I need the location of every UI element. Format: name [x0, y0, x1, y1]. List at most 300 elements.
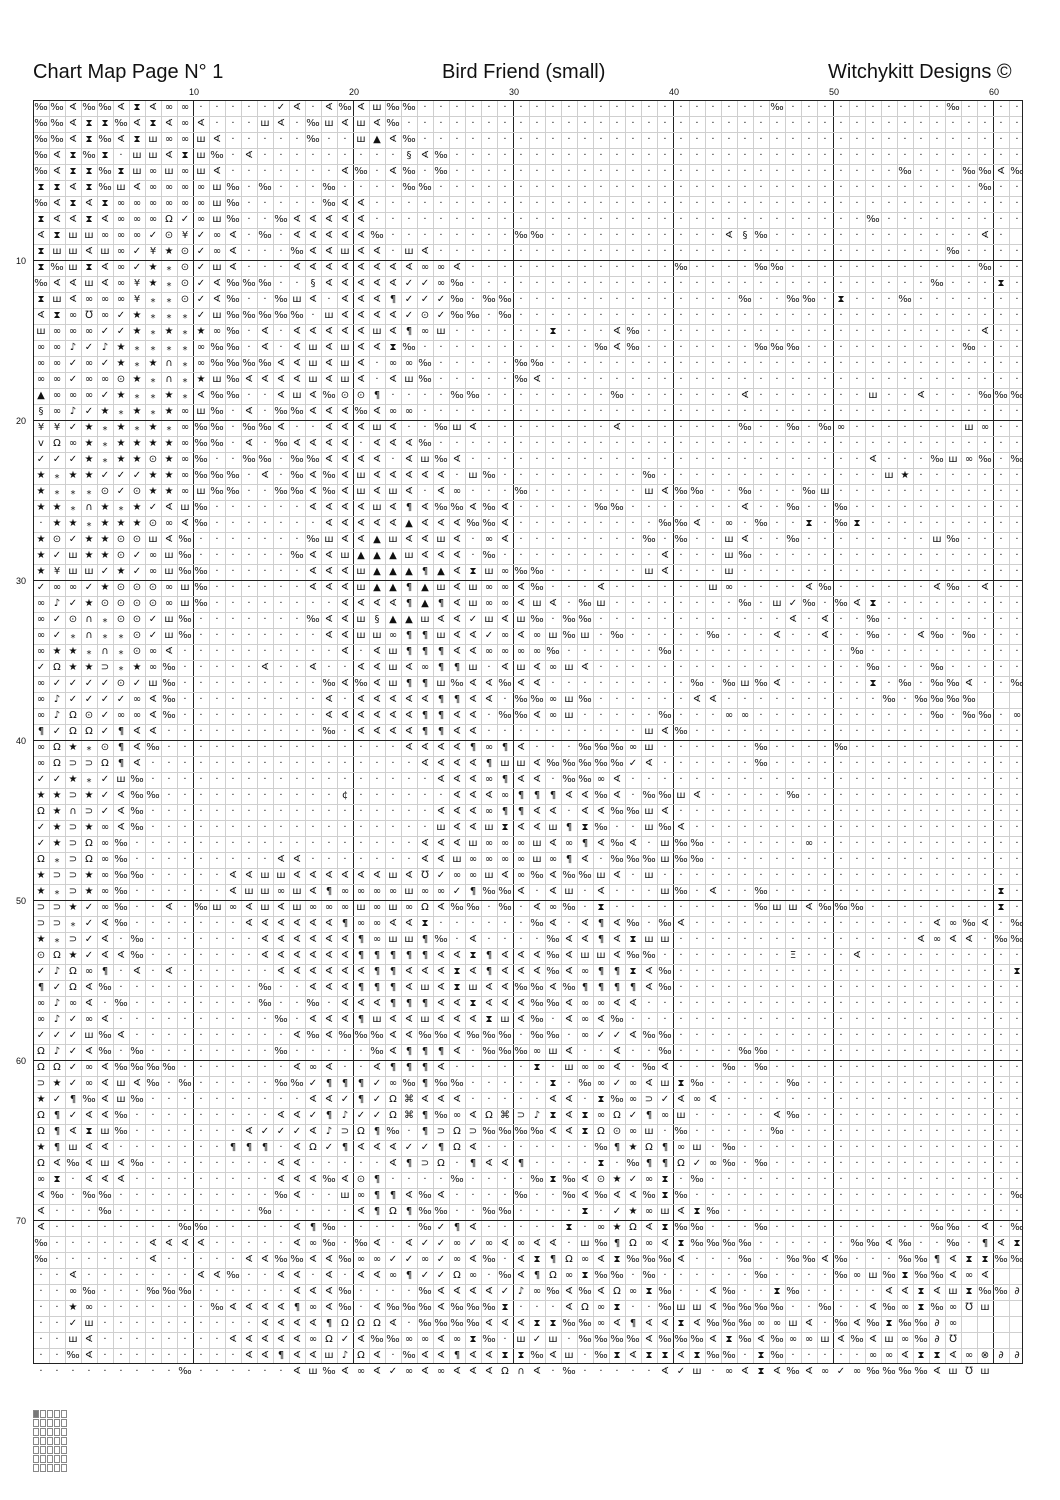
stitch-cell: ¶	[405, 502, 413, 513]
stitch-cell: ‰	[658, 646, 672, 657]
grid-line-vertical	[353, 100, 354, 1364]
stitch-cell: ∢	[484, 982, 494, 993]
stitch-cell: ★	[36, 470, 46, 481]
stitch-cell: ·	[727, 262, 731, 273]
stitch-cell: ·	[247, 1078, 251, 1089]
stitch-cell: ‰	[114, 118, 128, 129]
stitch-cell: ‰	[610, 1334, 624, 1345]
stitch-cell: ⧗	[853, 518, 861, 529]
stitch-cell: ‰	[514, 982, 528, 993]
stitch-cell: ш	[356, 582, 366, 593]
stitch-cell: ·	[887, 1046, 891, 1057]
stitch-cell: ∢	[244, 1350, 254, 1361]
stitch-cell: ·	[855, 1222, 859, 1233]
stitch-cell: ·	[999, 118, 1003, 129]
stitch-cell: ·	[999, 774, 1003, 785]
stitch-cell: ∢	[68, 1270, 78, 1281]
stitch-cell: ·	[743, 358, 747, 369]
stitch-cell: ·	[887, 918, 891, 929]
stitch-cell: ш	[260, 118, 270, 129]
stitch-cell: ·	[503, 438, 507, 449]
stitch-cell: ·	[663, 742, 667, 753]
stitch-cell: ‰	[866, 662, 880, 673]
stitch-cell: ⊙	[116, 550, 126, 561]
stitch-cell: ·	[695, 918, 699, 929]
stitch-cell: ·	[487, 150, 491, 161]
stitch-cell: Ω	[389, 1094, 397, 1105]
stitch-cell: ·	[935, 422, 939, 433]
stitch-cell: ★	[84, 598, 94, 609]
stitch-cell: ·	[903, 438, 907, 449]
stitch-cell: ·	[599, 278, 603, 289]
stitch-cell: ⧗	[613, 1350, 621, 1361]
stitch-cell: ·	[871, 790, 875, 801]
stitch-cell: ∢	[260, 918, 270, 929]
stitch-cell: ·	[983, 294, 987, 305]
stitch-cell: ·	[743, 902, 747, 913]
stitch-cell: ∢	[516, 1254, 526, 1265]
stitch-cell: ·	[391, 1222, 395, 1233]
stitch-cell: ⧗	[549, 326, 557, 337]
stitch-cell: ∞	[308, 902, 318, 913]
stitch-cell: ‰	[498, 678, 512, 689]
stitch-cell: ·	[791, 102, 795, 113]
stitch-cell: ∢	[116, 1030, 126, 1041]
stitch-cell: Ω	[53, 662, 61, 673]
stitch-cell: ‰	[498, 294, 512, 305]
stitch-cell: ·	[487, 118, 491, 129]
stitch-cell: ·	[887, 982, 891, 993]
stitch-cell: ·	[871, 758, 875, 769]
stitch-cell: ·	[871, 1046, 875, 1057]
stitch-cell: ·	[759, 982, 763, 993]
stitch-cell: ∢	[516, 886, 526, 897]
stitch-cell: ·	[727, 118, 731, 129]
stitch-cell: ·	[199, 1366, 203, 1377]
stitch-cell: ·	[823, 758, 827, 769]
stitch-cell: ⧗	[517, 1350, 525, 1361]
stitch-cell: ·	[615, 534, 619, 545]
stitch-cell: ш	[324, 534, 334, 545]
stitch-cell: ∢	[292, 438, 302, 449]
stitch-cell: ·	[807, 214, 811, 225]
stitch-cell: ·	[135, 1030, 139, 1041]
stitch-cell: ·	[951, 662, 955, 673]
stitch-cell: ·	[1015, 1014, 1019, 1025]
stitch-cell: ·	[471, 1094, 475, 1105]
stitch-cell: ⧗	[85, 166, 93, 177]
stitch-cell: ¶	[373, 1206, 381, 1217]
stitch-cell: ·	[647, 1302, 651, 1313]
stitch-cell: ·	[295, 502, 299, 513]
stitch-cell: ·	[711, 726, 715, 737]
stitch-cell: ·	[919, 838, 923, 849]
stitch-cell: ∢	[292, 918, 302, 929]
stitch-cell: ·	[519, 902, 523, 913]
stitch-cell: ш	[84, 1318, 94, 1329]
stitch-cell: ·	[839, 726, 843, 737]
stitch-cell: ш	[724, 534, 734, 545]
stitch-cell: ⧗	[53, 182, 61, 193]
stitch-cell: ∢	[276, 422, 286, 433]
stitch-cell: ¶	[405, 1270, 413, 1281]
stitch-cell: ‰	[658, 790, 672, 801]
stitch-cell: ·	[535, 1078, 539, 1089]
stitch-cell: Ω	[69, 726, 77, 737]
stitch-cell: ·	[903, 838, 907, 849]
stitch-cell: ·	[247, 774, 251, 785]
stitch-cell: ·	[887, 886, 891, 897]
stitch-cell: ★	[36, 790, 46, 801]
stitch-cell: ⧗	[69, 166, 77, 177]
stitch-cell: ·	[727, 1046, 731, 1057]
stitch-cell: ‰	[498, 902, 512, 913]
stitch-cell: ·	[119, 1254, 123, 1265]
stitch-cell: ‰	[770, 1334, 784, 1345]
stitch-cell: ✓	[100, 694, 110, 705]
stitch-cell: ·	[903, 230, 907, 241]
stitch-cell: ·	[231, 758, 235, 769]
stitch-cell: ·	[743, 1206, 747, 1217]
stitch-cell: ∢	[516, 1318, 526, 1329]
stitch-cell: ·	[487, 1222, 491, 1233]
stitch-cell: ·	[231, 1030, 235, 1041]
stitch-cell: ш	[692, 1142, 702, 1153]
stitch-cell: ⧗	[37, 246, 45, 257]
stitch-cell: ·	[215, 918, 219, 929]
stitch-cell: ·	[615, 358, 619, 369]
stitch-cell: ∞	[532, 646, 542, 657]
stitch-cell: ·	[263, 406, 267, 417]
stitch-cell: ·	[711, 502, 715, 513]
stitch-cell: ·	[327, 662, 331, 673]
stitch-cell: ¶	[581, 838, 589, 849]
stitch-cell: ·	[423, 806, 427, 817]
stitch-cell: ·	[887, 102, 891, 113]
stitch-cell: ∢	[772, 678, 782, 689]
stitch-cell: ∢	[340, 870, 350, 881]
stitch-cell: ∢	[260, 1318, 270, 1329]
stitch-cell: ·	[775, 742, 779, 753]
stitch-cell: ·	[327, 598, 331, 609]
stitch-cell: ‰	[834, 902, 848, 913]
stitch-cell: ¶	[597, 982, 605, 993]
stitch-cell: ·	[935, 150, 939, 161]
stitch-cell: ✓	[68, 1062, 78, 1073]
stitch-cell: ·	[823, 374, 827, 385]
stitch-cell: ⊙	[116, 582, 126, 593]
stitch-cell: ·	[759, 950, 763, 961]
stitch-cell: ·	[727, 822, 731, 833]
stitch-cell: ·	[727, 1174, 731, 1185]
stitch-cell: ·	[679, 278, 683, 289]
stitch-cell: ·	[807, 1190, 811, 1201]
stitch-cell: ∢	[996, 166, 1006, 177]
stitch-cell: ∢	[564, 1094, 574, 1105]
stitch-cell: ш	[148, 534, 158, 545]
stitch-cell: ∞	[452, 870, 462, 881]
stitch-cell: ·	[455, 182, 459, 193]
stitch-cell: ·	[951, 118, 955, 129]
stitch-cell: ∢	[628, 1350, 638, 1361]
stitch-cell: ‰	[754, 1222, 768, 1233]
stitch-cell: ·	[871, 1254, 875, 1265]
stitch-cell: ¶	[437, 1142, 445, 1153]
stitch-cell: ★	[68, 742, 78, 753]
stitch-cell: ∞	[692, 1094, 702, 1105]
stitch-cell: ‰	[546, 998, 560, 1009]
stitch-cell: ·	[615, 166, 619, 177]
stitch-cell: ∢	[452, 950, 462, 961]
stitch-cell: ‰	[674, 854, 688, 865]
stitch-cell: ·	[743, 950, 747, 961]
stitch-cell: ·	[279, 182, 283, 193]
stitch-cell: ·	[615, 150, 619, 161]
stitch-cell: ·	[151, 998, 155, 1009]
stitch-cell: ·	[887, 806, 891, 817]
stitch-cell: ¶	[517, 790, 525, 801]
stitch-cell: ‰	[434, 422, 448, 433]
stitch-cell: ★	[116, 518, 126, 529]
stitch-cell: ·	[407, 1318, 411, 1329]
stitch-cell: ∢	[516, 630, 526, 641]
stitch-cell: ·	[487, 1270, 491, 1281]
stitch-cell: ∢	[980, 326, 990, 337]
stitch-cell: ✓	[84, 342, 94, 353]
stitch-cell: ∢	[420, 1366, 430, 1377]
stitch-cell: ⊃	[436, 1126, 446, 1137]
grid-line-vertical	[337, 100, 338, 1364]
stitch-cell: ·	[471, 118, 475, 129]
stitch-cell: ‰	[306, 134, 320, 145]
stitch-cell: ∢	[708, 1286, 718, 1297]
stitch-cell: ·	[839, 998, 843, 1009]
stitch-cell: ·	[935, 198, 939, 209]
stitch-cell: ·	[999, 838, 1003, 849]
stitch-cell: ·	[279, 1222, 283, 1233]
stitch-cell: ·	[727, 310, 731, 321]
stitch-cell: ш	[548, 822, 558, 833]
stitch-cell: ·	[743, 1142, 747, 1153]
stitch-cell: ·	[711, 790, 715, 801]
stitch-cell: ‰	[658, 822, 672, 833]
stitch-cell: ∢	[420, 150, 430, 161]
stitch-cell: ·	[119, 1222, 123, 1233]
stitch-cell: ✓	[84, 678, 94, 689]
stitch-cell: ∢	[612, 934, 622, 945]
stitch-cell: ∞	[420, 1334, 430, 1345]
stitch-cell: ·	[535, 470, 539, 481]
stitch-cell: ·	[775, 422, 779, 433]
stitch-cell: ·	[919, 886, 923, 897]
stitch-cell: ∢	[452, 758, 462, 769]
stitch-cell: ‰	[162, 662, 176, 673]
stitch-cell: ⁎	[150, 406, 156, 417]
stitch-cell: Ω	[357, 1350, 365, 1361]
stitch-cell: ·	[775, 438, 779, 449]
stitch-cell: ∢	[532, 374, 542, 385]
stitch-cell: ·	[743, 774, 747, 785]
stitch-cell: ·	[375, 150, 379, 161]
stitch-cell: ·	[615, 102, 619, 113]
stitch-cell: ·	[247, 534, 251, 545]
stitch-cell: ·	[167, 726, 171, 737]
stitch-cell: ·	[663, 422, 667, 433]
stitch-cell: ∢	[148, 1238, 158, 1249]
stitch-cell: ·	[743, 694, 747, 705]
stitch-cell: ‰	[82, 1286, 96, 1297]
stitch-cell: ·	[903, 726, 907, 737]
stitch-cell: ∢	[452, 518, 462, 529]
stitch-cell: ∢	[676, 822, 686, 833]
stitch-cell: ∢	[404, 982, 414, 993]
stitch-cell: ✓	[132, 550, 142, 561]
stitch-cell: ·	[823, 806, 827, 817]
stitch-cell: ·	[823, 438, 827, 449]
stitch-cell: ·	[727, 294, 731, 305]
stitch-cell: ш	[420, 454, 430, 465]
stitch-cell: ‰	[242, 422, 256, 433]
stitch-cell: ✓	[36, 966, 46, 977]
stitch-cell: ∢	[132, 726, 142, 737]
stitch-cell: ш	[404, 934, 414, 945]
stitch-cell: ‰	[578, 598, 592, 609]
stitch-cell: ∢	[596, 886, 606, 897]
stitch-cell: ·	[215, 502, 219, 513]
stitch-cell: ‰	[754, 1302, 768, 1313]
stitch-cell: ∞	[772, 1318, 782, 1329]
stitch-cell: ‰	[690, 1078, 704, 1089]
stitch-cell: ·	[487, 102, 491, 113]
stitch-cell: ·	[231, 726, 235, 737]
stitch-cell: ∢	[484, 1350, 494, 1361]
stitch-cell: ∢	[372, 262, 382, 273]
stitch-cell: ·	[663, 470, 667, 481]
stitch-cell: ·	[535, 422, 539, 433]
stitch-cell: ·	[279, 1206, 283, 1217]
stitch-cell: ·	[1015, 246, 1019, 257]
stitch-cell: ·	[263, 486, 267, 497]
stitch-cell: ∢	[436, 614, 446, 625]
stitch-cell: ·	[503, 278, 507, 289]
stitch-cell: Ω	[357, 1126, 365, 1137]
stitch-cell: ·	[983, 246, 987, 257]
stitch-cell: ·	[807, 870, 811, 881]
stitch-cell: ∢	[292, 1190, 302, 1201]
stitch-cell: ★	[148, 278, 158, 289]
stitch-cell: ·	[215, 1174, 219, 1185]
stitch-cell: ·	[583, 214, 587, 225]
stitch-cell: ‰	[178, 550, 192, 561]
stitch-cell: ·	[679, 1046, 683, 1057]
stitch-cell: ∢	[724, 230, 734, 241]
stitch-cell: ·	[647, 406, 651, 417]
stitch-cell: ∢	[260, 342, 270, 353]
stitch-cell: ·	[663, 118, 667, 129]
stitch-cell: ·	[567, 1238, 571, 1249]
stitch-cell: ·	[871, 870, 875, 881]
stitch-cell: ‰	[354, 166, 368, 177]
stitch-cell: ✓	[36, 662, 46, 673]
stitch-cell: ∢	[308, 326, 318, 337]
stitch-cell: ✓	[68, 422, 78, 433]
stitch-cell: ·	[871, 550, 875, 561]
stitch-cell: ‰	[514, 374, 528, 385]
stitch-cell: ш	[564, 662, 574, 673]
stitch-cell: ·	[535, 198, 539, 209]
stitch-cell: ‰	[450, 502, 464, 513]
stitch-cell: ∢	[324, 1270, 334, 1281]
stitch-cell: ★	[132, 438, 142, 449]
stitch-cell: ∢	[612, 918, 622, 929]
stitch-cell: ·	[887, 646, 891, 657]
stitch-cell: ∢	[372, 646, 382, 657]
stitch-cell: ·	[871, 774, 875, 785]
stitch-cell: ∢	[548, 1350, 558, 1361]
stitch-cell: ·	[455, 438, 459, 449]
stitch-cell: ·	[695, 342, 699, 353]
stitch-cell: ·	[183, 710, 187, 721]
stitch-cell: ∢	[516, 822, 526, 833]
stitch-cell: ‰	[946, 534, 960, 545]
stitch-cell: ·	[215, 1286, 219, 1297]
stitch-cell: ‰	[754, 518, 768, 529]
stitch-cell: ·	[295, 790, 299, 801]
stitch-cell: ·	[791, 134, 795, 145]
stitch-cell: Ω	[501, 1366, 509, 1377]
stitch-cell: ·	[791, 1062, 795, 1073]
stitch-cell: ·	[967, 646, 971, 657]
stitch-cell: ·	[503, 358, 507, 369]
stitch-cell: ∞	[500, 646, 510, 657]
stitch-cell: ‰	[530, 566, 544, 577]
stitch-cell: ∞	[36, 758, 46, 769]
stitch-cell: ∢	[612, 422, 622, 433]
stitch-cell: ·	[1015, 1062, 1019, 1073]
stitch-cell: ·	[231, 822, 235, 833]
stitch-cell: ·	[183, 1094, 187, 1105]
stitch-cell: ·	[423, 102, 427, 113]
stitch-cell: ·	[615, 598, 619, 609]
stitch-cell: ·	[215, 1254, 219, 1265]
stitch-cell: ‰	[482, 502, 496, 513]
stitch-cell: ·	[519, 726, 523, 737]
stitch-cell: ∢	[356, 1142, 366, 1153]
stitch-cell: ·	[487, 198, 491, 209]
stitch-cell: Ξ	[789, 950, 797, 961]
stitch-cell: ♪	[53, 966, 61, 977]
stitch-cell: ‰	[978, 390, 992, 401]
stitch-cell: ▲	[373, 534, 381, 545]
stitch-cell: ·	[503, 134, 507, 145]
stitch-cell: ·	[663, 630, 667, 641]
stitch-cell: ·	[631, 630, 635, 641]
stitch-cell: ∢	[292, 1142, 302, 1153]
stitch-cell: ∞	[100, 310, 110, 321]
stitch-cell: ш	[692, 1302, 702, 1313]
stitch-cell: ·	[759, 246, 763, 257]
stitch-cell: ·	[711, 358, 715, 369]
stitch-cell: ·	[743, 518, 747, 529]
stitch-cell: ⧗	[453, 966, 461, 977]
stitch-cell: ·	[951, 870, 955, 881]
stitch-cell: ∢	[308, 870, 318, 881]
stitch-cell: ‰	[658, 966, 672, 977]
stitch-cell: ·	[839, 870, 843, 881]
stitch-cell: ·	[631, 262, 635, 273]
stitch-cell: ⧗	[85, 182, 93, 193]
stitch-cell: ·	[855, 1110, 859, 1121]
